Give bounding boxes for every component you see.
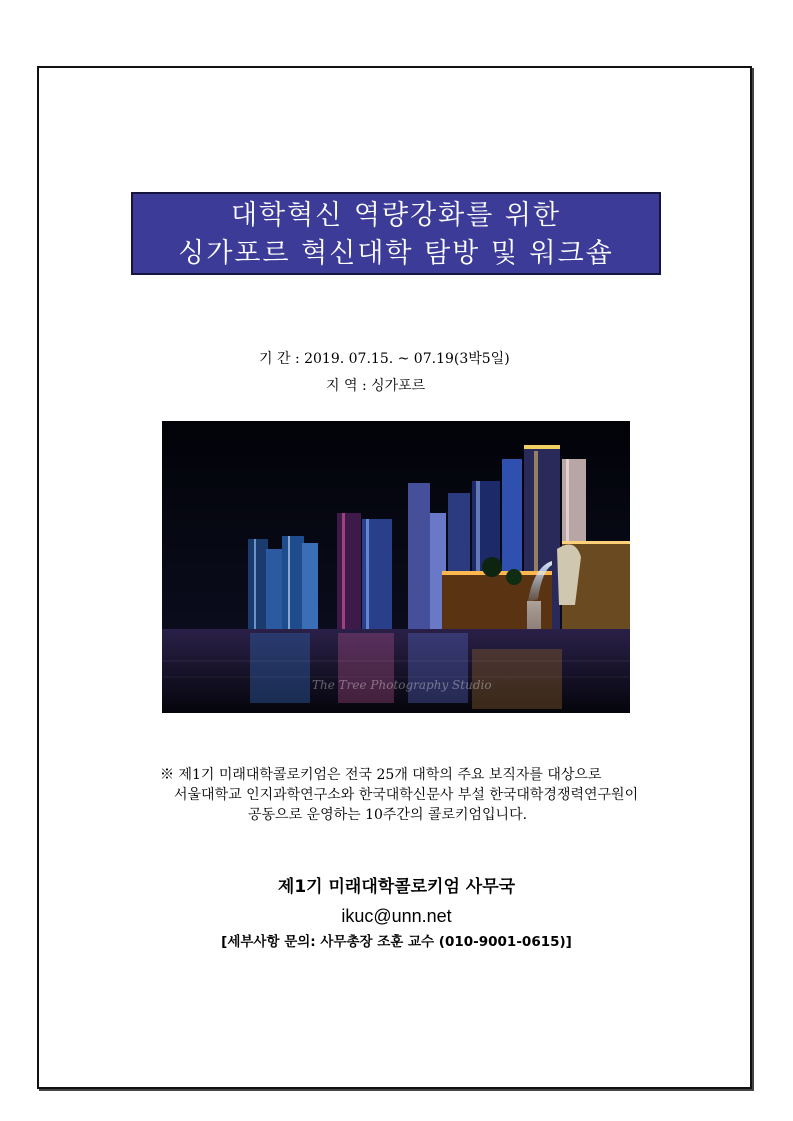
- title-line-1: 대학혁신 역량강화를 위한: [230, 200, 562, 231]
- inquiry-contact: [세부사항 문의: 사무총장 조훈 교수 (010-9001-0615)]: [221, 934, 572, 950]
- title-line-2: 싱가포르 혁신대학 탐방 및 워크숍: [178, 238, 614, 269]
- note-line-2: 서울대학교 인지과학연구소와 한국대학신문사 부설 한국대학경쟁력연구원이: [174, 787, 639, 803]
- title-banner: [131, 192, 661, 275]
- colloquium-note: [0, 765, 793, 825]
- office-email[interactable]: ikuc@unn.net: [341, 906, 452, 926]
- note-line-3: 공동으로 운영하는 10주간의 콜로키엄입니다.: [248, 807, 528, 823]
- singapore-skyline-photo: [162, 421, 630, 713]
- office-contact-block: [0, 872, 793, 954]
- event-info: [0, 346, 793, 400]
- period-text: 기 간 : 2019. 07.15. ~ 07.19(3박5일): [259, 351, 510, 367]
- photo-watermark: The Tree Photography Studio: [312, 678, 492, 692]
- note-line-1: ※ 제1기 미래대학콜로키엄은 전국 25개 대학의 주요 보직자를 대상으로: [160, 767, 602, 783]
- office-name: 제1기 미래대학콜로키엄 사무국: [277, 877, 516, 897]
- region-text: 지 역 : 싱가포르: [326, 378, 426, 394]
